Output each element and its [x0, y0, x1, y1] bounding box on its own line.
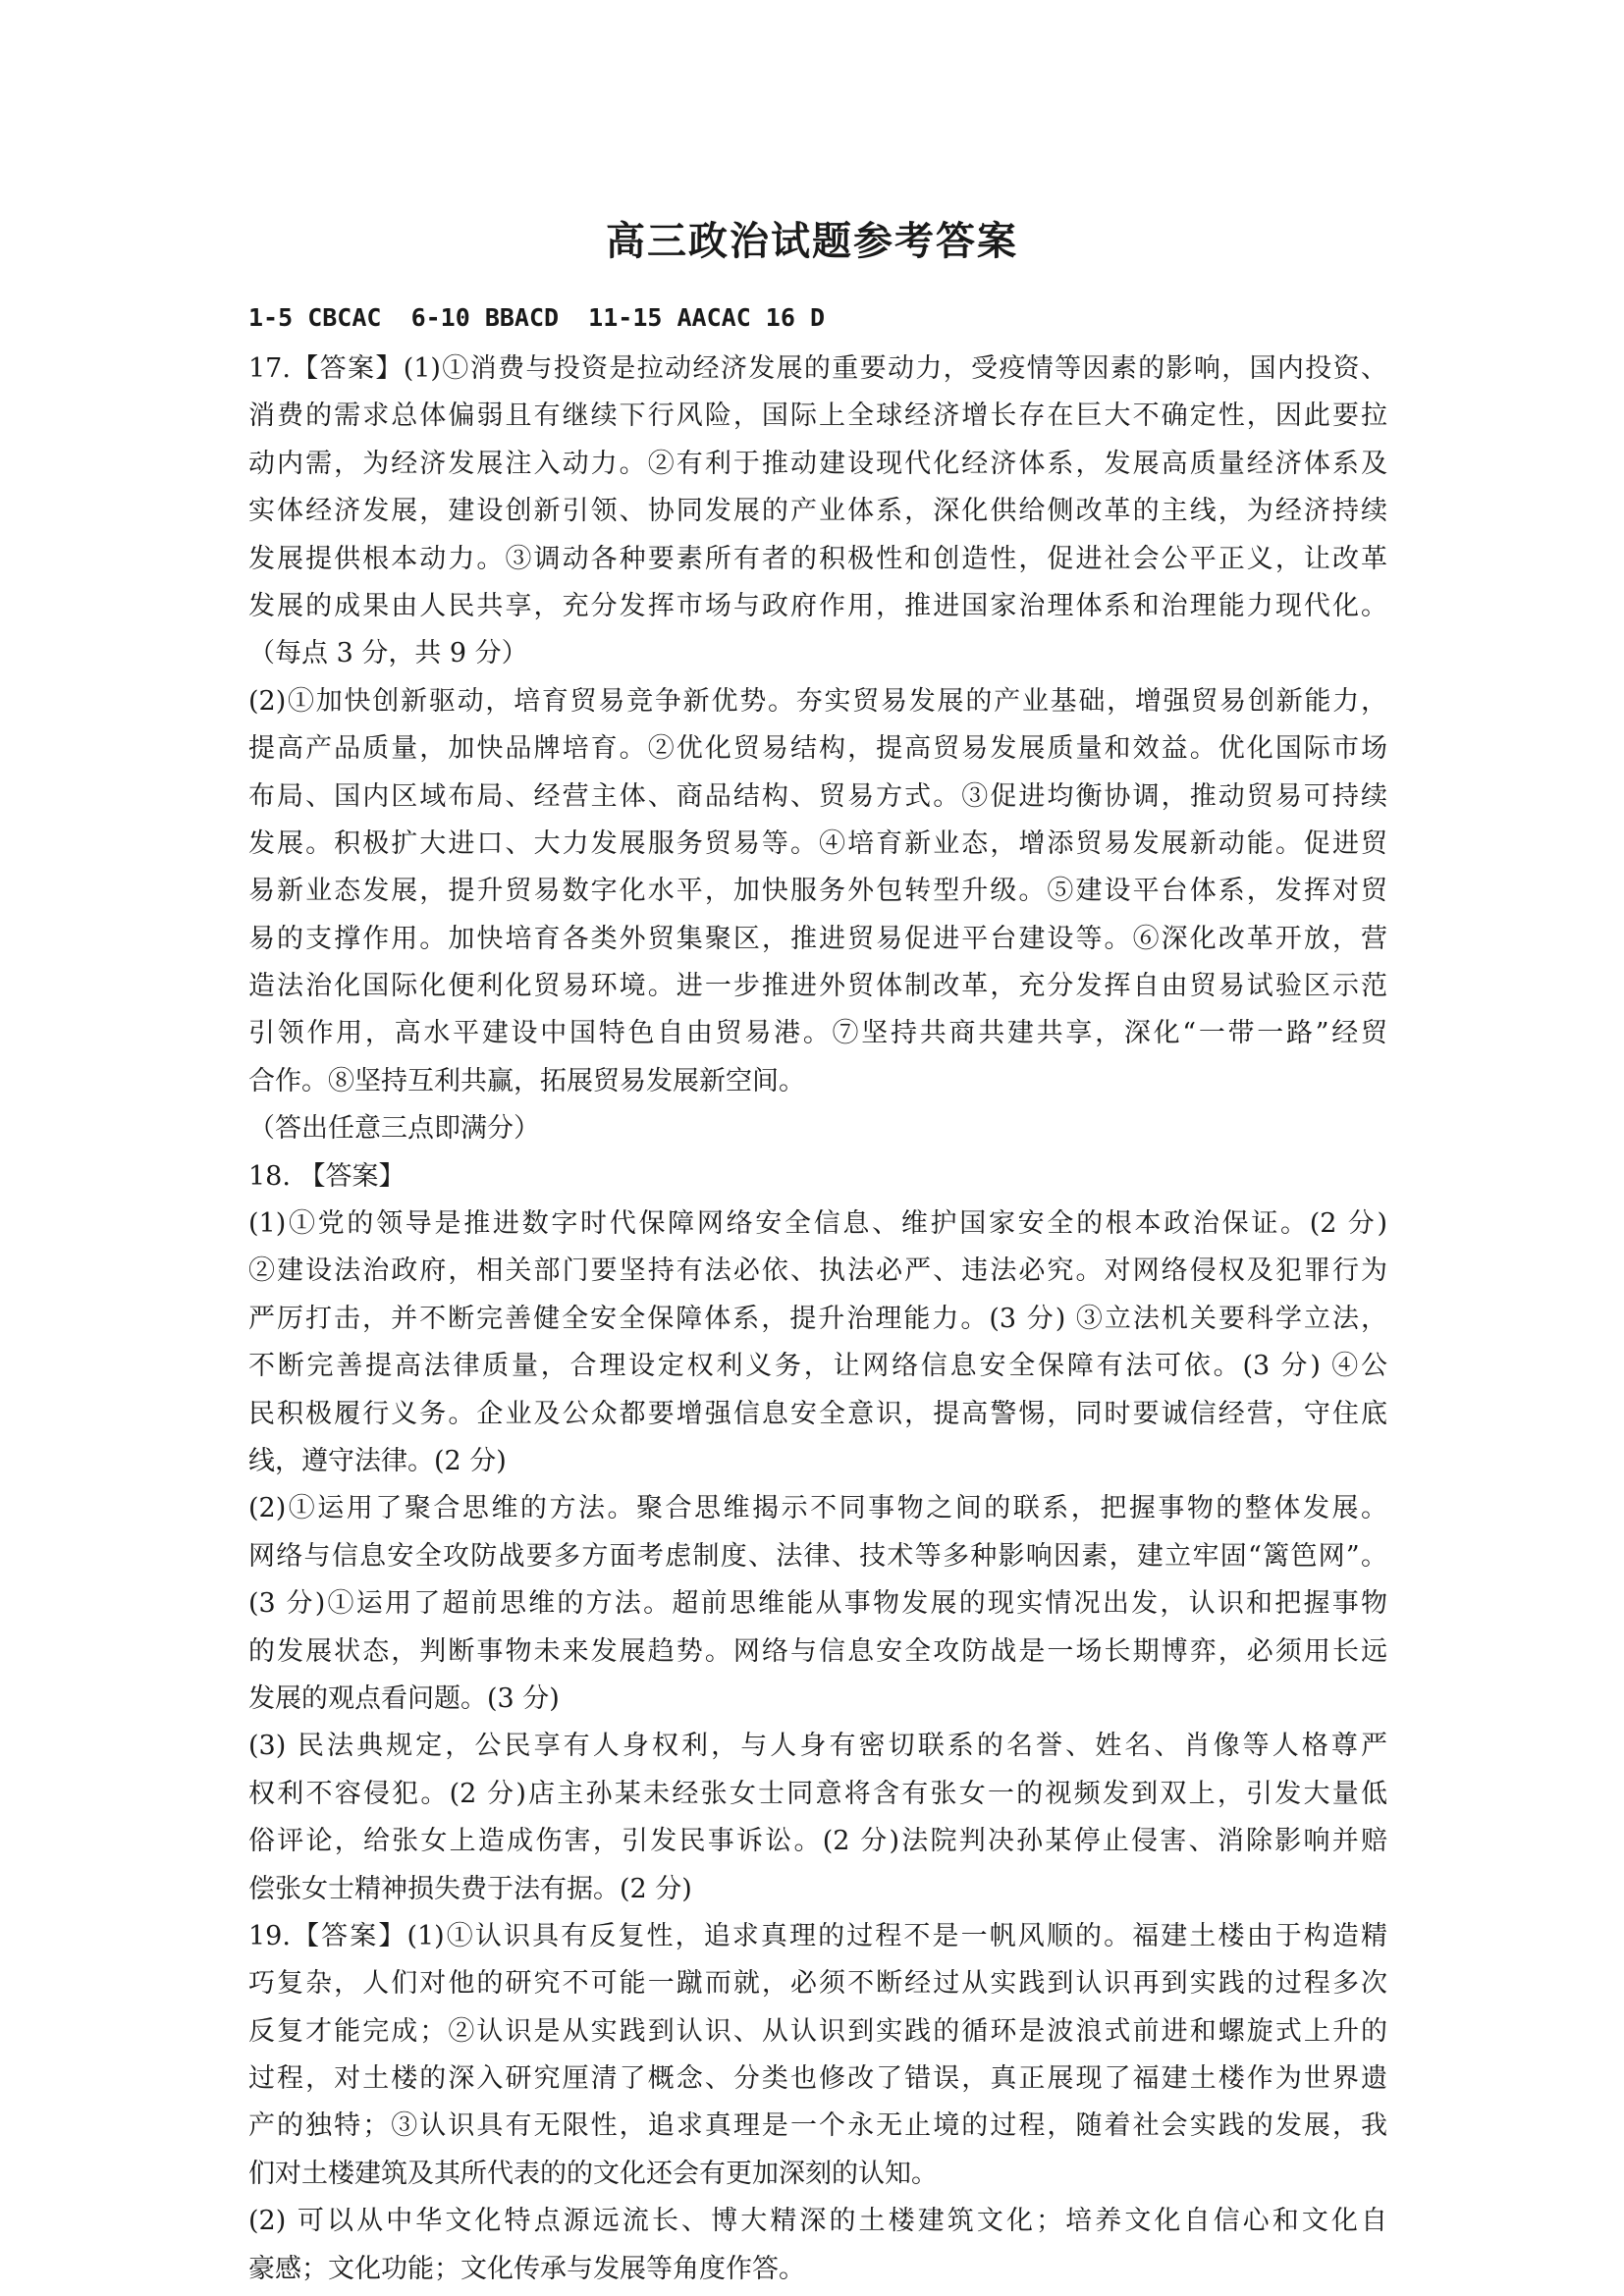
answer-line: 反复才能完成；②认识是从实践到认识、从认识到实践的循环是波浪式前进和螺旋式上升的 — [248, 2015, 1387, 2047]
answer-line: 18. 【答案】 — [248, 1160, 406, 1192]
answer-line: 布局、国内区域布局、经营主体、商品结构、贸易方式。③促进均衡协调，推动贸易可持续 — [248, 780, 1387, 812]
answer-line: (3) 民法典规定，公民享有人身权利，与人身有密切联系的名誉、姓名、肖像等人格尊严 — [248, 1731, 1387, 1762]
answer-line: 俗评论，给张女上造成伤害，引发民事诉讼。(2 分)法院判决孙某停止侵害、消除影响并赔 — [248, 1826, 1387, 1857]
answer-line: 巧复杂，人们对他的研究不可能一蹴而就，必须不断经过从实践到认识再到实践的过程多次 — [248, 1968, 1387, 2000]
answer-line: 发展的观点看问题。(3 分) — [248, 1682, 560, 1714]
answer-line: 消费的需求总体偏弱且有继续下行风险，国际上全球经济增长存在巨大不确定性，因此要拉 — [248, 400, 1387, 432]
answer-line: 造法治化国际化便利化贸易环境。进一步推进外贸体制改革，充分发挥自由贸易试验区示范 — [248, 971, 1387, 1002]
choice-answer-key: 1-5 CBCAC 6-10 BBACD 11-15 AACAC 16 D — [248, 303, 825, 332]
answer-line: (2)①运用了聚合思维的方法。聚合思维揭示不同事物之间的联系，把握事物的整体发展。 — [248, 1493, 1387, 1524]
answer-line: 偿张女士精神损失费于法有据。(2 分) — [248, 1873, 692, 1904]
answer-line: 豪感；文化功能；文化传承与发展等角度作答。 — [248, 2253, 805, 2284]
answer-line: 过程，对土楼的深入研究厘清了概念、分类也修改了错误，真正展现了福建土楼作为世界遗 — [248, 2063, 1387, 2095]
answer-line: 网络与信息安全攻防战要多方面考虑制度、法律、技术等多种影响因素，建立牢固“篱笆网”。 — [248, 1540, 1387, 1572]
answer-line: （每点 3 分，共 9 分） — [248, 638, 528, 669]
answer-line: 们对土楼建筑及其所代表的的文化还会有更加深刻的认知。 — [248, 2158, 938, 2189]
answer-line: 发展提供根本动力。③调动各种要素所有者的积极性和创造性，促进社会公平正义，让改革 — [248, 543, 1387, 574]
answer-line: (2) 可以从中华文化特点源远流长、博大精深的土楼建筑文化；培养文化自信心和文化自 — [248, 2206, 1387, 2237]
answer-line: 民积极履行义务。企业及公众都要增强信息安全意识，提高警惕，同时要诚信经营，守住底 — [248, 1398, 1387, 1429]
answer-line: 产的独特；③认识具有无限性，追求真理是一个永无止境的过程，随着社会实践的发展，我 — [248, 2110, 1387, 2142]
answer-line: (1)①党的领导是推进数字时代保障网络安全信息、维护国家安全的根本政治保证。(2 分) — [248, 1208, 1387, 1240]
answer-body — [248, 346, 1387, 2293]
answer-line: ②建设法治政府，相关部门要坚持有法必依、执法必严、违法必究。对网络侵权及犯罪行为 — [248, 1255, 1387, 1287]
answer-line: 易的支撑作用。加快培育各类外贸集聚区，推进贸易促进平台建设等。⑥深化改革开放，营 — [248, 923, 1387, 954]
answer-line: (2)①加快创新驱动，培育贸易竞争新优势。夯实贸易发展的产业基础，增强贸易创新能力， — [248, 685, 1387, 717]
answer-line: 线，遵守法律。(2 分) — [248, 1445, 507, 1476]
answer-line: （答出任意三点即满分） — [248, 1113, 540, 1145]
answer-line: 发展的成果由人民共享，充分发挥市场与政府作用，推进国家治理体系和治理能力现代化。 — [248, 590, 1387, 621]
answer-line: 17.【答案】(1)①消费与投资是拉动经济发展的重要动力，受疫情等因素的影响，国内投资、 — [248, 353, 1387, 384]
answer-line: (3 分)①运用了超前思维的方法。超前思维能从事物发展的现实情况出发，认识和把握事物 — [248, 1588, 1387, 1620]
answer-line: 动内需，为经济发展注入动力。②有利于推动建设现代化经济体系，发展高质量经济体系及 — [248, 448, 1387, 479]
answer-line: 提高产品质量，加快品牌培育。②优化贸易结构，提高贸易发展质量和效益。优化国际市场 — [248, 733, 1387, 765]
answer-line: 权利不容侵犯。(2 分)店主孙某未经张女士同意将含有张女一的视频发到双上，引发大量低 — [248, 1778, 1387, 1809]
answer-line: 严厉打击，并不断完善健全安全保障体系，提升治理能力。(3 分) ③立法机关要科学立法， — [248, 1303, 1387, 1334]
answer-line: 实体经济发展，建设创新引领、协同发展的产业体系，深化供给侧改革的主线，为经济持续 — [248, 496, 1387, 527]
answer-line: 19.【答案】(1)①认识具有反复性，追求真理的过程不是一帆风顺的。福建土楼由于构造精 — [248, 1920, 1387, 1951]
answer-line: 发展。积极扩大进口、大力发展服务贸易等。④培育新业态，增添贸易发展新动能。促进贸 — [248, 828, 1387, 859]
answer-line: 的发展状态，判断事物未来发展趋势。网络与信息安全攻防战是一场长期博弈，必须用长远 — [248, 1635, 1387, 1667]
answer-line: 不断完善提高法律质量，合理设定权利义务，让网络信息安全保障有法可依。(3 分) ④公 — [248, 1351, 1387, 1382]
answer-line: 易新业态发展，提升贸易数字化水平，加快服务外包转型升级。⑤建设平台体系，发挥对贸 — [248, 876, 1387, 907]
answer-line: 合作。⑧坚持互利共赢，拓展贸易发展新空间。 — [248, 1065, 805, 1096]
page-title: 高三政治试题参考答案 — [606, 218, 1018, 264]
answer-line: 引领作用，高水平建设中国特色自由贸易港。⑦坚持共商共建共享，深化“一带一路”经贸 — [248, 1018, 1387, 1049]
